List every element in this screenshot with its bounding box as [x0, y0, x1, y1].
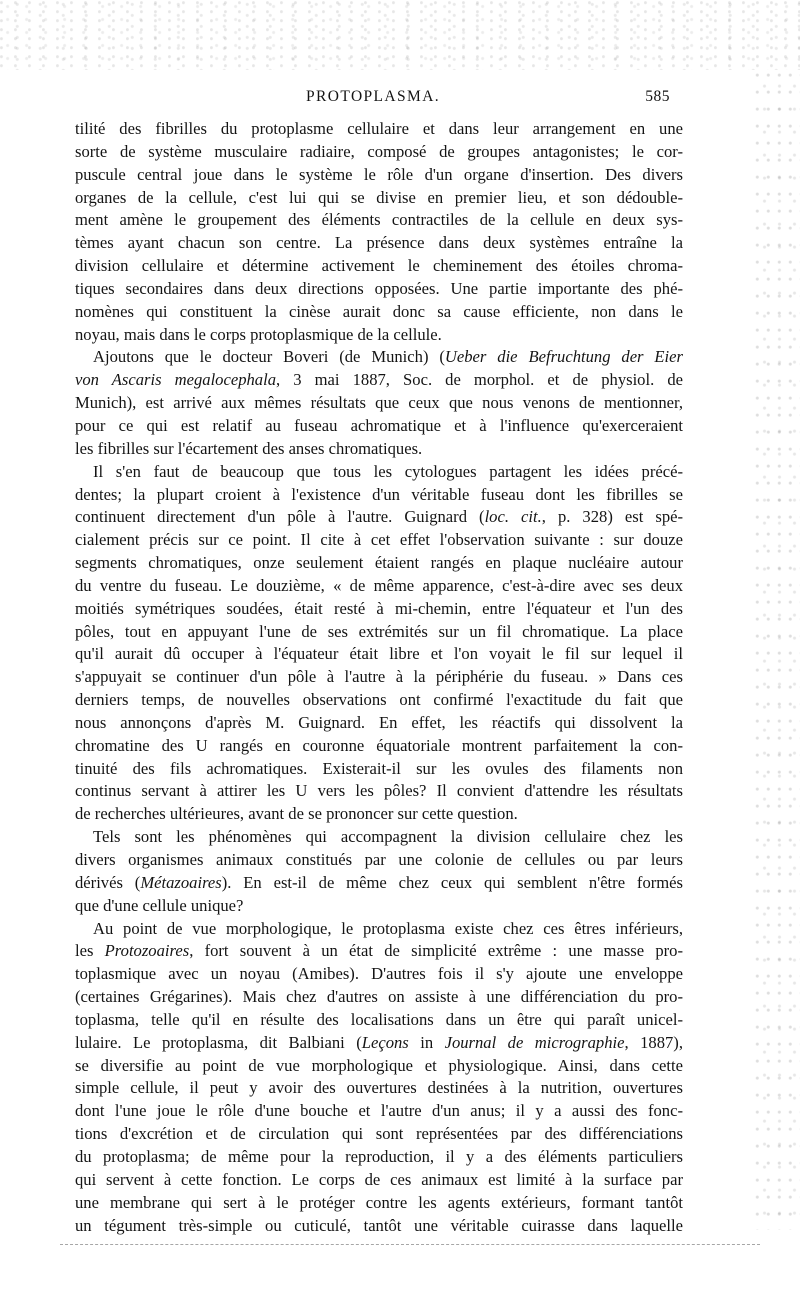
text-line: [75, 552, 683, 575]
text-line: [75, 346, 683, 369]
text-line: [75, 803, 683, 826]
text-line: [75, 1100, 683, 1123]
text-line: [75, 598, 683, 621]
text-line: [75, 484, 683, 507]
scan-noise-top: [0, 0, 800, 70]
text-line: [75, 780, 683, 803]
text-segment: Au point de vue morphologique, le protoplasma existe chez ces êtres inférieurs,: [93, 918, 683, 938]
text-segment: segments chromatiques, onze seulement étaient rangés en plaque nucléaire autour: [75, 553, 683, 573]
text-segment: organes de la cellule, c'est lui qui se divise en premier lieu, et son dédouble-: [75, 187, 683, 207]
text-segment: continuent directement d'un pôle à l'autre. Guignard (: [75, 507, 485, 527]
text-line: [75, 689, 683, 712]
text-line: [75, 278, 683, 301]
italic-text: von Ascaris megalocephala: [75, 370, 277, 390]
text-segment: toplasmique avec un noyau (Amibes). D'autres fois il s'y ajoute une enveloppe: [75, 964, 683, 984]
text-segment: sorte de système musculaire radiaire, composé de groupes antagonistes; le cor-: [75, 141, 683, 161]
text-line: [75, 986, 683, 1009]
text-line: [75, 1215, 683, 1238]
text-segment: continus servant à attirer les U vers les pôles? Il convient d'attendre les résultats: [75, 781, 683, 801]
text-segment: derniers temps, de nouvelles observations ont confirmé l'exactitude du fait que: [75, 690, 683, 710]
text-line: [75, 164, 683, 187]
text-segment: qu'il aurait dû occuper à l'équateur était libre et l'on voyait le fil sur lequel il: [75, 644, 683, 664]
text-line: [75, 506, 683, 529]
text-segment: dentes; la plupart croient à l'existence d'un véritable fuseau dont les fibrilles se: [75, 484, 683, 504]
italic-text: Protozoaires: [104, 941, 190, 961]
scan-noise-bottom: [60, 1244, 760, 1253]
italic-text: loc. cit.: [484, 507, 542, 527]
text-segment: pour ce qui est relatif au fuseau achromatique et à l'influence qu'exerceraient: [75, 415, 683, 435]
scan-noise-right-margin: [754, 70, 800, 1230]
italic-text: Journal de micrographie: [444, 1032, 625, 1052]
text-line: [75, 187, 683, 210]
text-line: [75, 643, 683, 666]
text-line: [75, 621, 683, 644]
text-line: [75, 438, 683, 461]
text-line: [75, 826, 683, 849]
text-line: [75, 141, 683, 164]
text-segment: les: [75, 941, 105, 961]
page-number: 585: [645, 88, 670, 105]
text-segment: noyau, mais dans le corps protoplasmique de la cellule.: [75, 324, 442, 344]
text-line: [75, 301, 683, 324]
text-segment: pôles, tout en appuyant l'une de ses extrémités sur un fil chromatique. La place: [75, 621, 683, 641]
text-line: [75, 1123, 683, 1146]
text-segment: s'appuyait se continuer d'un pôle à l'autre à la périphérie du fuseau. » Dans ces: [75, 667, 683, 687]
text-line: [75, 461, 683, 484]
text-segment: tinuité des fils achromatiques. Existerait-il sur les ovules des filaments non: [75, 758, 683, 778]
text-line: [75, 735, 683, 758]
text-line: [75, 1192, 683, 1215]
running-title: PROTOPLASMA.: [306, 88, 441, 105]
text-segment: , p. 328) est spé-: [541, 507, 683, 527]
text-segment: chromatine des U rangés en couronne équatoriale montrent parfaitement la con-: [75, 735, 683, 755]
text-segment: tèmes ayant chacun son centre. La présence dans deux systèmes entraîne la: [75, 233, 683, 253]
text-line: [75, 324, 683, 347]
text-segment: in: [408, 1032, 445, 1052]
page-header: [70, 88, 670, 110]
text-line: [75, 666, 683, 689]
text-line: [75, 232, 683, 255]
text-segment: , 1887),: [624, 1032, 683, 1052]
text-line: [75, 963, 683, 986]
text-segment: dérivés (: [75, 872, 141, 892]
text-line: [75, 575, 683, 598]
text-segment: division cellulaire et détermine activement le cheminement des étoiles chroma-: [75, 256, 683, 276]
text-segment: toplasma, telle qu'il en résulte des localisations dans un être qui paraît unicel-: [75, 1009, 683, 1029]
text-segment: du ventre du fuseau. Le douzième, « de même apparence, c'est-à-dire avec ses deux: [75, 575, 683, 595]
text-line: [75, 392, 683, 415]
text-segment: Munich), est arrivé aux mêmes résultats que ceux que nous venons de mentionner,: [75, 393, 683, 413]
text-line: [75, 1169, 683, 1192]
text-segment: moitiés symétriques soudées, était resté à mi-chemin, entre l'équateur et l'un des: [75, 598, 683, 618]
text-line: [75, 255, 683, 278]
text-segment: tilité des fibrilles du protoplasme cellulaire et dans leur arrangement en une: [75, 119, 683, 138]
text-segment: qui servent à cette fonction. Le corps de ces animaux est limité à la surface par: [75, 1169, 683, 1189]
text-segment: que d'une cellule unique?: [75, 895, 244, 915]
text-segment: Ajoutons que le docteur Boveri (de Munich) (: [93, 347, 445, 367]
text-segment: dont l'une joue le rôle d'une bouche et l'autre d'un anus; il y a aussi des fonc-: [75, 1101, 683, 1121]
text-line: [75, 1009, 683, 1032]
text-segment: un tégument très-simple ou cuticulé, tantôt une véritable cuirasse dans laquelle: [75, 1215, 683, 1235]
text-segment: puscule central joue dans le système le rôle d'un organe d'insertion. Des divers: [75, 164, 683, 184]
text-segment: , fort souvent à un état de simplicité extrême : une masse pro-: [189, 941, 683, 961]
text-segment: se diversifie au point de vue morphologique et physiologique. Ainsi, dans cette: [75, 1055, 683, 1075]
text-segment: cialement précis sur ce point. Il cite à cet effet l'observation suivante : sur douze: [75, 530, 683, 550]
text-segment: Il s'en faut de beaucoup que tous les cytologues partagent les idées précé-: [93, 461, 683, 481]
text-segment: lulaire. Le protoplasma, dit Balbiani (: [75, 1032, 362, 1052]
text-segment: tiques secondaires dans deux directions opposées. Une partie importante des phé-: [75, 278, 683, 298]
text-line: [75, 1146, 683, 1169]
text-line: [75, 529, 683, 552]
text-segment: , 3 mai 1887, Soc. de morphol. et de physiol. de: [276, 370, 683, 390]
text-line: [75, 1077, 683, 1100]
text-line: [75, 209, 683, 232]
body-text: [75, 118, 683, 1237]
text-segment: les fibrilles sur l'écartement des anses chromatiques.: [75, 438, 423, 458]
italic-text: Ueber die Befruchtung der Eier: [444, 347, 683, 367]
text-segment: du protoplasma; de même pour la reproduction, il y a des éléments particuliers: [75, 1146, 683, 1166]
text-segment: ). En est-il de même chez ceux qui semblent n'être formés: [221, 872, 683, 892]
text-segment: nous annonçons d'après M. Guignard. En effet, les réactifs qui dissolvent la: [75, 712, 683, 732]
italic-text: Leçons: [361, 1032, 409, 1052]
text-segment: nomènes qui constituent la cinèse aurait donc sa cause efficiente, non dans le: [75, 301, 683, 321]
text-segment: une membrane qui sert à le protéger contre les agents extérieurs, formant tantôt: [75, 1192, 683, 1212]
text-segment: (certaines Grégarines). Mais chez d'autres on assiste à une différenciation du pro-: [75, 987, 683, 1007]
text-line: [75, 895, 683, 918]
text-segment: de recherches ultérieures, avant de se prononcer sur cette question.: [75, 804, 518, 824]
text-line: [75, 712, 683, 735]
text-segment: ment amène le groupement des éléments contractiles de la cellule en deux sys-: [75, 210, 683, 230]
text-line: [75, 415, 683, 438]
text-segment: simple cellule, il peut y avoir des ouvertures destinées à la nutrition, ouvertures: [75, 1078, 683, 1098]
text-line: [75, 849, 683, 872]
text-segment: divers organismes animaux constitués par une colonie de cellules ou par leurs: [75, 850, 683, 869]
text-line: [75, 872, 683, 895]
italic-text: Métazoaires: [140, 872, 222, 892]
text-line: [75, 118, 683, 141]
text-segment: Tels sont les phénomènes qui accompagnent la division cellulaire chez les: [93, 827, 683, 847]
text-segment: tions d'excrétion et de circulation qui sont représentées par des différenciations: [75, 1124, 683, 1144]
text-line: [75, 758, 683, 781]
text-line: [75, 369, 683, 392]
text-line: [75, 1055, 683, 1078]
text-line: [75, 1032, 683, 1055]
text-line: [75, 918, 683, 941]
text-line: [75, 940, 683, 963]
